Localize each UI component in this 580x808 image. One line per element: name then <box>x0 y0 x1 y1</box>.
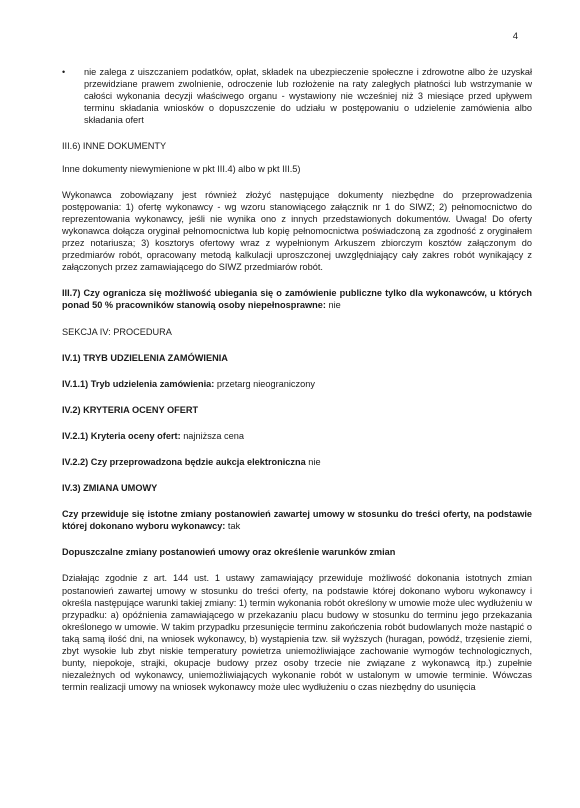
iv1-heading-text: IV.1) TRYB UDZIELENIA ZAMÓWIENIA <box>62 352 228 363</box>
section-iii7-question: III.7) Czy ogranicza się możliwość ubiegania się o zamówienie publiczne tylko dla wykonawców, u których ponad 50 % pracowników stanowią osoby niepełnosprawne: <box>62 288 532 311</box>
bullet-item <box>62 66 532 126</box>
page-number: 4 <box>512 31 518 42</box>
iv3-paragraph: Działając zgodnie z art. 144 ust. 1 ustawy zamawiający przewiduje możliwość dokonania istotnych zmian postanowień zawartej umowy w stosunku do treści oferty, na podstawie której dokonano wyboru wykonawcy i określa następujące warunki takiej zmiany: 1) termin wykonania robót określony w umowie może ulec wydłużeniu w przypadku: a) opóźnienia zamawiającego w przekazaniu placu budowy w stosunku do terminu jego przekazania określonego w umowie. W takim przypadku przesunięcie terminu zakończenia robót budowlanych może nastąpić o taką samą ilość dni, na wniosek wykonawcy, b) wystąpienia tzw. sił wyższych (huragan, powódź, trzęsienie ziemi, zbyt wysokie lub zbyt niskie temperatury powietrza uniemożliwiające zachowanie wymogów technologicznych, bunty, niepokoje, strajki, okupacje budowy przez osoby trzecie nie związane z wykonawcą itp.) zupełnie niezależnych od wykonawcy, uniemożliwiających wykonanie robót w ustalonym w umowie terminie. Wówczas termin realizacji umowy na wniosek wykonawcy może ulec wydłużeniu o czas niezbędny do usunięcia <box>62 573 532 693</box>
iv21-value: najniższa cena <box>180 430 244 441</box>
iv22-row <box>62 456 532 468</box>
iv22-label: IV.2.2) Czy przeprowadzona będzie aukcja elektroniczna <box>62 456 306 467</box>
iv3-question-answer: tak <box>225 521 241 532</box>
section-iii6-text: Inne dokumenty niewymienione w pkt III.4) albo w pkt III.5) <box>62 163 301 174</box>
iv11-value: przetarg nieograniczony <box>214 378 315 389</box>
section-iv-heading: SEKCJA IV: PROCEDURA <box>62 326 172 337</box>
iv3-heading <box>62 482 532 494</box>
iv2-heading <box>62 404 532 416</box>
iv11-label: IV.1.1) Tryb udzielenia zamówienia: <box>62 378 215 389</box>
section-iii6-paragraph: Wykonawca zobowiązany jest również złożyć następujące dokumenty niezbędne do przeprowadzenia postępowania: 1) ofertę wykonawcy - wg wzoru stanowiącego załącznik nr 1 do SIWZ; 2) pełnomocnictwo do reprezentowania wykonawcy, jeśli nie wynika ono z innych przedstawionych dokumentów. Uwaga! Do oferty wykonawca dołącza oryginał pełnomocnictwa lub kopię pełnomocnictwa poświadczoną za zgodność z oryginałem przez notariusza; 3) kosztorys ofertowy wraz z wypełnionym Arkuszem zbiorczym kosztów załączonym do przedmiarów robót, opracowany metodą kalkulacji uproszczonej uwzględniający cały zakres robót wynikający z załączonych przez zamawiającego do SIWZ przedmiarów robót. <box>62 189 532 273</box>
section-iii6-heading: III.6) INNE DOKUMENTY <box>62 141 167 152</box>
iv21-label: IV.2.1) Kryteria oceny ofert: <box>62 430 181 441</box>
iv2-heading-text: IV.2) KRYTERIA OCENY OFERT <box>62 404 199 415</box>
iv3-sub-heading-text: Dopuszczalne zmiany postanowień umowy oraz określenie warunków zmian <box>62 547 396 558</box>
iv3-sub-heading <box>62 546 532 558</box>
bullet-text: nie zalega z uiszczaniem podatków, opłat, składek na ubezpieczenie społeczne i zdrowotne albo że uzyskał przewidziane prawem zwolnienie, odroczenie lub rozłożenie na raty zaległych płatności lub wstrzymanie w całości wykonania decyzji właściwego organu - wystawiony nie wcześniej niż 3 miesiące przed upływem terminu składania wniosków o dopuszczenie do udziału w postępowaniu o udzielenie zamówienia albo składania ofert <box>84 67 532 126</box>
iv3-question-text: Czy przewiduje się istotne zmiany postanowień zawartej umowy w stosunku do treści oferty, na podstawie której dokonano wyboru wykonawcy: <box>62 509 532 532</box>
iv11-row <box>62 378 532 390</box>
iv21-row <box>62 430 532 442</box>
bullet-dot-icon: • <box>62 67 66 77</box>
iv3-question <box>62 508 532 532</box>
section-iii7-answer: nie <box>325 300 341 311</box>
iv22-value: nie <box>305 456 321 467</box>
section-iii7 <box>62 287 532 311</box>
iv3-heading-text: IV.3) ZMIANA UMOWY <box>62 483 158 494</box>
iv1-heading <box>62 352 532 364</box>
